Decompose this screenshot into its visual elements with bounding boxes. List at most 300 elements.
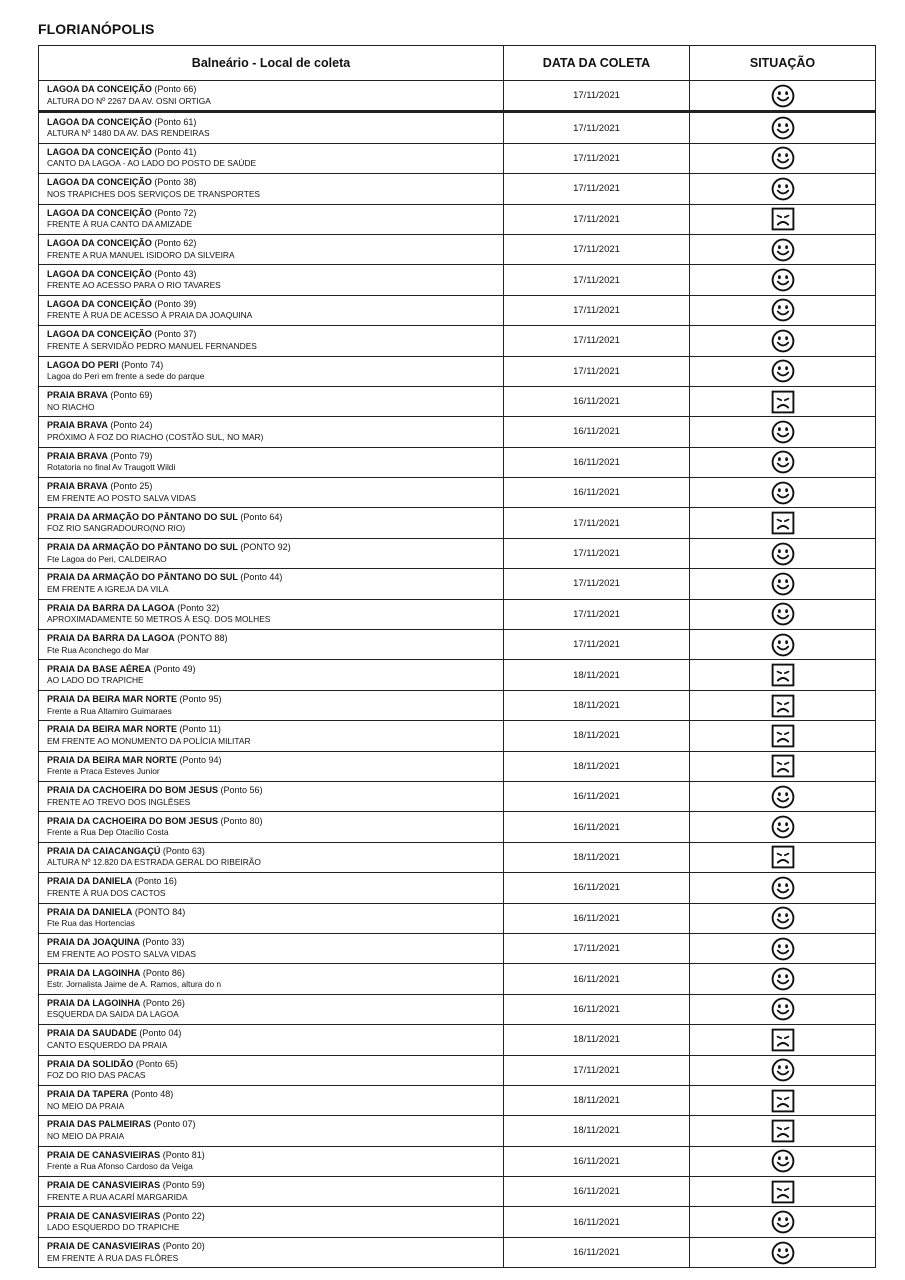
table-row	[39, 842, 876, 872]
location-title	[47, 998, 503, 1010]
point-number: (Ponto 74)	[121, 359, 164, 370]
table-row	[39, 781, 876, 811]
beach-name: PRAIA DA ARMAÇÃO DO PÂNTANO DO SUL	[47, 572, 238, 583]
collection-date: 17/11/2021	[504, 234, 690, 264]
location-cell	[39, 295, 504, 325]
location-description: FRENTE À RUA CANTO DA AMIZADE	[47, 219, 193, 230]
point-number: (Ponto 95)	[179, 694, 222, 704]
location-cell	[39, 81, 504, 112]
beach-name: PRAIA DA SAUDADE	[47, 1028, 137, 1039]
location-description: Frente a Rua Altamiro Guimaraes	[47, 705, 172, 716]
status-cell	[690, 204, 876, 234]
location-description: NO MEIO DA PRAIA	[47, 1100, 125, 1111]
table-row	[39, 660, 876, 690]
status-cell	[690, 1085, 876, 1115]
location-title	[47, 572, 503, 584]
location-description: FRENTE A RUA ACARÍ MARGARIDA	[47, 1191, 188, 1202]
collection-date: 17/11/2021	[504, 599, 690, 629]
status-cell	[690, 265, 876, 295]
location-title	[47, 1059, 503, 1071]
happy-face-icon	[690, 876, 875, 900]
happy-face-icon	[690, 1058, 875, 1082]
status-cell	[690, 538, 876, 568]
location-cell	[39, 234, 504, 264]
location-description: FRENTE A RUA MANUEL ISIDORO DA SILVEIRA	[47, 249, 235, 260]
happy-face-icon	[690, 420, 875, 444]
location-title	[47, 603, 503, 615]
location-title	[47, 694, 503, 706]
collection-date: 17/11/2021	[504, 1055, 690, 1085]
beach-name: PRAIA BRAVA	[47, 420, 108, 431]
table-row	[39, 630, 876, 660]
sad-face-icon	[690, 390, 875, 414]
location-cell	[39, 1025, 504, 1055]
sad-face-icon	[690, 845, 875, 869]
happy-face-icon	[690, 967, 875, 991]
results-table-wrapper	[38, 45, 875, 1268]
location-description: CANTO ESQUERDO DA PRAIA	[47, 1039, 168, 1050]
location-cell	[39, 112, 504, 143]
status-cell	[690, 508, 876, 538]
location-description: Frente a Praca Esteves Junior	[47, 766, 160, 777]
status-cell	[690, 1116, 876, 1146]
header-status: SITUAÇÃO	[690, 46, 876, 81]
location-cell	[39, 1146, 504, 1176]
happy-face-icon	[690, 1149, 875, 1173]
location-description: FRENTE À SERVIDÃO PEDRO MANUEL FERNANDES	[47, 340, 257, 351]
beach-name: PRAIA DAS PALMEIRAS	[47, 1119, 152, 1130]
location-description: EM FRENTE AO MONUMENTO DA POLÍCIA MILITAR	[47, 735, 251, 746]
table-row	[39, 812, 876, 842]
location-title	[47, 542, 503, 554]
table-row	[39, 721, 876, 751]
beach-name: LAGOA DA CONCEIÇÃO	[47, 329, 152, 340]
point-number: (Ponto 33)	[142, 937, 185, 948]
location-description: CANTO DA LAGOA - AO LADO DO POSTO DE SAÚDE	[47, 158, 257, 169]
location-description: PRÓXIMO À FOZ DO RIACHO (COSTÃO SUL, NO MAR)	[47, 431, 264, 442]
status-cell	[690, 964, 876, 994]
location-title	[47, 481, 503, 493]
happy-face-icon	[690, 785, 875, 809]
beach-name: LAGOA DA CONCEIÇÃO	[47, 268, 152, 279]
beach-name: PRAIA DA SOLIDÃO	[47, 1058, 134, 1069]
location-cell	[39, 356, 504, 386]
point-number: (Ponto 65)	[135, 1058, 178, 1069]
happy-face-icon	[690, 572, 875, 596]
beach-name: PRAIA DA CACHOEIRA DO BOM JESUS	[47, 815, 219, 826]
happy-face-icon	[690, 997, 875, 1021]
location-title	[47, 1211, 503, 1223]
location-description: FRENTE À RUA DOS CACTOS	[47, 887, 166, 898]
table-row	[39, 386, 876, 416]
status-cell	[690, 569, 876, 599]
location-description: FOZ DO RIO DAS PACAS	[47, 1070, 146, 1081]
happy-face-icon	[690, 906, 875, 930]
location-description: Fte Rua Aconchego do Mar	[47, 644, 149, 655]
location-description: EM FRENTE A IGREJA DA VILA	[47, 583, 169, 594]
collection-date: 16/11/2021	[504, 447, 690, 477]
status-cell	[690, 1177, 876, 1207]
location-cell	[39, 1116, 504, 1146]
location-title	[47, 968, 503, 980]
collection-date: 17/11/2021	[504, 112, 690, 143]
location-title	[47, 299, 503, 311]
point-number: (Ponto 38)	[154, 177, 197, 188]
location-title	[47, 1150, 503, 1162]
location-description: APROXIMADAMENTE 50 METROS À ESQ. DOS MOLHES	[47, 614, 271, 625]
happy-face-icon	[690, 177, 875, 201]
beach-name: LAGOA DA CONCEIÇÃO	[47, 146, 152, 157]
collection-date: 16/11/2021	[504, 1177, 690, 1207]
location-title	[47, 177, 503, 189]
collection-date: 16/11/2021	[504, 417, 690, 447]
point-number: (Ponto 72)	[154, 207, 197, 218]
beach-name: LAGOA DA CONCEIÇÃO	[47, 238, 152, 249]
collection-date: 17/11/2021	[504, 933, 690, 963]
location-cell	[39, 690, 504, 720]
happy-face-icon	[690, 1210, 875, 1234]
point-number: (Ponto 94)	[179, 754, 222, 765]
beach-name: PRAIA DE CANASVIEIRAS	[47, 1149, 161, 1160]
city-title: FLORIANÓPOLIS	[38, 21, 155, 37]
table-row	[39, 112, 876, 143]
status-cell	[690, 112, 876, 143]
status-cell	[690, 599, 876, 629]
location-title	[47, 785, 503, 797]
status-cell	[690, 295, 876, 325]
beach-name: PRAIA BRAVA	[47, 450, 108, 461]
happy-face-icon	[690, 298, 875, 322]
location-title	[47, 724, 503, 736]
beach-name: LAGOA DO PERI	[47, 359, 119, 370]
location-description: EM FRENTE À RUA DAS FLÔRES	[47, 1252, 179, 1263]
location-description: NO MEIO DA PRAIA	[47, 1130, 125, 1141]
beach-name: PRAIA DA DANIELA	[47, 876, 133, 887]
happy-face-icon	[690, 238, 875, 262]
table-row	[39, 933, 876, 963]
location-title	[47, 876, 503, 888]
location-cell	[39, 751, 504, 781]
status-cell	[690, 234, 876, 264]
point-number: (Ponto 63)	[162, 845, 205, 856]
location-description: FRENTE À RUA DE ACESSO À PRAIA DA JOAQUINA	[47, 310, 253, 321]
sad-face-icon	[690, 724, 875, 748]
location-cell	[39, 994, 504, 1024]
table-row	[39, 81, 876, 112]
beach-name: PRAIA DA ARMAÇÃO DO PÂNTANO DO SUL	[47, 511, 238, 522]
location-description: FRENTE AO TREVO DOS INGLÊSES	[47, 796, 191, 807]
status-cell	[690, 81, 876, 112]
happy-face-icon	[690, 937, 875, 961]
location-cell	[39, 447, 504, 477]
location-cell	[39, 1207, 504, 1237]
beach-name: PRAIA DA BARRA DA LAGOA	[47, 633, 175, 644]
status-cell	[690, 903, 876, 933]
sad-face-icon	[690, 754, 875, 778]
header-date: DATA DA COLETA	[504, 46, 690, 81]
beach-name: LAGOA DA CONCEIÇÃO	[47, 84, 152, 95]
location-cell	[39, 569, 504, 599]
collection-date: 17/11/2021	[504, 569, 690, 599]
beach-name: PRAIA DA CACHOEIRA DO BOM JESUS	[47, 785, 219, 796]
sad-face-icon	[690, 1119, 875, 1143]
table-row	[39, 295, 876, 325]
happy-face-icon	[690, 146, 875, 170]
location-cell	[39, 1085, 504, 1115]
point-number: (Ponto 41)	[154, 146, 197, 157]
happy-face-icon	[690, 542, 875, 566]
status-cell	[690, 1207, 876, 1237]
point-number: (Ponto 59)	[162, 1180, 205, 1191]
location-title	[47, 846, 503, 858]
location-cell	[39, 417, 504, 447]
status-cell	[690, 1146, 876, 1176]
beach-name: LAGOA DA CONCEIÇÃO	[47, 177, 152, 188]
sad-face-icon	[690, 1028, 875, 1052]
location-cell	[39, 873, 504, 903]
location-cell	[39, 1177, 504, 1207]
location-cell	[39, 174, 504, 204]
location-cell	[39, 599, 504, 629]
status-cell	[690, 842, 876, 872]
location-title	[47, 1119, 503, 1131]
collection-date: 17/11/2021	[504, 630, 690, 660]
point-number: (Ponto 69)	[110, 390, 153, 401]
status-cell	[690, 721, 876, 751]
location-description: Estr. Jornalista Jaime de A. Ramos, altura do n	[47, 979, 222, 990]
status-cell	[690, 356, 876, 386]
beach-name: PRAIA DA BASE AÉREA	[47, 663, 152, 674]
collection-date: 16/11/2021	[504, 812, 690, 842]
location-description: ALTURA Nº 1480 DA AV. DAS RENDEIRAS	[47, 128, 210, 139]
beach-name: PRAIA DA DANIELA	[47, 906, 133, 917]
beach-name: LAGOA DA CONCEIÇÃO	[47, 207, 152, 218]
table-row	[39, 964, 876, 994]
location-description: ALTURA DO Nº 2267 DA AV. OSNI ORTIGA	[47, 95, 211, 106]
point-number: (Ponto 80)	[220, 815, 263, 826]
location-description: NOS TRAPICHES DOS SERVIÇOS DE TRANSPORTES	[47, 188, 260, 199]
status-cell	[690, 478, 876, 508]
status-cell	[690, 690, 876, 720]
location-title	[47, 451, 503, 463]
table-row	[39, 751, 876, 781]
location-cell	[39, 1055, 504, 1085]
beach-name: LAGOA DA CONCEIÇÃO	[47, 298, 152, 309]
location-description: ALTURA Nº 12.820 DA ESTRADA GERAL DO RIBEIRÃO	[47, 857, 261, 868]
point-number: (Ponto 24)	[110, 420, 153, 431]
beach-name: PRAIA DA LAGOINHA	[47, 997, 141, 1008]
location-title	[47, 117, 503, 129]
beach-name: PRAIA DA BARRA DA LAGOA	[47, 602, 175, 613]
collection-date: 17/11/2021	[504, 295, 690, 325]
location-cell	[39, 204, 504, 234]
beach-name: PRAIA BRAVA	[47, 481, 108, 492]
table-body	[39, 81, 876, 1268]
status-cell	[690, 1237, 876, 1267]
happy-face-icon	[690, 633, 875, 657]
happy-face-icon	[690, 116, 875, 140]
location-cell	[39, 903, 504, 933]
table-row	[39, 174, 876, 204]
location-title	[47, 755, 503, 767]
point-number: (Ponto 86)	[142, 967, 185, 978]
location-description: Frente a Rua Afonso Cardoso da Veiga	[47, 1161, 193, 1172]
location-title	[47, 390, 503, 402]
location-title	[47, 633, 503, 645]
point-number: (Ponto 32)	[177, 602, 220, 613]
location-title	[47, 329, 503, 341]
table-row	[39, 1085, 876, 1115]
table-row	[39, 508, 876, 538]
table-row	[39, 234, 876, 264]
collection-date: 17/11/2021	[504, 356, 690, 386]
location-title	[47, 147, 503, 159]
point-number: (PONTO 84)	[134, 906, 186, 917]
table-row	[39, 599, 876, 629]
point-number: (Ponto 26)	[142, 997, 185, 1008]
beach-name: PRAIA DA BEIRA MAR NORTE	[47, 724, 177, 735]
point-number: (PONTO 88)	[177, 633, 228, 644]
location-description: Fte Lagoa do Peri, CALDEIRAO	[47, 553, 167, 564]
point-number: (Ponto 62)	[154, 238, 197, 249]
location-title	[47, 360, 503, 372]
happy-face-icon	[690, 815, 875, 839]
collection-date: 18/11/2021	[504, 690, 690, 720]
status-cell	[690, 933, 876, 963]
location-title	[47, 512, 503, 524]
collection-date: 17/11/2021	[504, 174, 690, 204]
collection-date: 16/11/2021	[504, 478, 690, 508]
status-cell	[690, 447, 876, 477]
beach-name: PRAIA BRAVA	[47, 390, 108, 401]
beach-name: PRAIA DA ARMAÇÃO DO PÂNTANO DO SUL	[47, 542, 238, 553]
location-title	[47, 269, 503, 281]
location-title	[47, 816, 503, 828]
happy-face-icon	[690, 602, 875, 626]
status-cell	[690, 781, 876, 811]
status-cell	[690, 630, 876, 660]
status-cell	[690, 994, 876, 1024]
collection-date: 18/11/2021	[504, 842, 690, 872]
status-cell	[690, 812, 876, 842]
point-number: (Ponto 43)	[154, 268, 197, 279]
location-description: FRENTE AO ACESSO PARA O RIO TAVARES	[47, 280, 221, 291]
point-number: (Ponto 22)	[162, 1210, 205, 1221]
sad-face-icon	[690, 1180, 875, 1204]
table-row	[39, 690, 876, 720]
status-cell	[690, 873, 876, 903]
location-description: Frente a Rua Dep Otacílio Costa	[47, 827, 169, 838]
point-number: (Ponto 44)	[240, 572, 283, 583]
status-cell	[690, 174, 876, 204]
collection-date: 16/11/2021	[504, 964, 690, 994]
happy-face-icon	[690, 329, 875, 353]
collection-date: 17/11/2021	[504, 143, 690, 173]
location-cell	[39, 326, 504, 356]
location-description: Lagoa do Peri em frente a sede do parque	[47, 371, 205, 382]
happy-face-icon	[690, 359, 875, 383]
location-title	[47, 1028, 503, 1040]
location-description: AO LADO DO TRAPICHE	[47, 675, 144, 686]
point-number: (Ponto 64)	[240, 511, 283, 522]
collection-date: 17/11/2021	[504, 204, 690, 234]
table-row	[39, 1177, 876, 1207]
point-number: (Ponto 37)	[154, 329, 197, 340]
beach-name: PRAIA DE CANASVIEIRAS	[47, 1180, 161, 1191]
sad-face-icon	[690, 694, 875, 718]
table-header-row	[39, 46, 876, 81]
location-cell	[39, 265, 504, 295]
location-description: LADO ESQUERDO DO TRAPICHE	[47, 1222, 180, 1233]
location-title	[47, 1180, 503, 1192]
location-title	[47, 420, 503, 432]
location-title	[47, 664, 503, 676]
table-row	[39, 204, 876, 234]
table-row	[39, 356, 876, 386]
table-row	[39, 903, 876, 933]
status-cell	[690, 143, 876, 173]
point-number: (Ponto 04)	[139, 1028, 182, 1039]
beach-name: PRAIA DA JOAQUINA	[47, 937, 140, 948]
table-row	[39, 478, 876, 508]
location-title	[47, 937, 503, 949]
beach-name: PRAIA DA BEIRA MAR NORTE	[47, 754, 177, 765]
location-description: Fte Rua das Hortencias	[47, 918, 135, 929]
location-cell	[39, 781, 504, 811]
table-row	[39, 417, 876, 447]
status-cell	[690, 386, 876, 416]
collection-date: 18/11/2021	[504, 721, 690, 751]
collection-date: 16/11/2021	[504, 994, 690, 1024]
beach-name: PRAIA DE CANASVIEIRAS	[47, 1210, 161, 1221]
table-row	[39, 326, 876, 356]
location-description: EM FRENTE AO POSTO SALVA VIDAS	[47, 492, 196, 503]
collection-date: 18/11/2021	[504, 1116, 690, 1146]
location-cell	[39, 1237, 504, 1267]
table-row	[39, 265, 876, 295]
point-number: (Ponto 79)	[110, 450, 153, 461]
table-row	[39, 143, 876, 173]
beach-name: PRAIA DA TAPERA	[47, 1089, 129, 1100]
location-cell	[39, 842, 504, 872]
status-cell	[690, 751, 876, 781]
point-number: (Ponto 56)	[220, 785, 263, 796]
collection-date: 18/11/2021	[504, 660, 690, 690]
beach-name: LAGOA DA CONCEIÇÃO	[47, 116, 152, 127]
collection-date: 16/11/2021	[504, 386, 690, 416]
table-row	[39, 994, 876, 1024]
location-cell	[39, 478, 504, 508]
happy-face-icon	[690, 84, 875, 108]
location-cell	[39, 933, 504, 963]
status-cell	[690, 1055, 876, 1085]
point-number: (Ponto 11)	[179, 724, 221, 735]
point-number: (Ponto 39)	[154, 298, 197, 309]
collection-date: 16/11/2021	[504, 873, 690, 903]
point-number: (Ponto 81)	[162, 1149, 205, 1160]
header-location: Balneário - Local de coleta	[39, 46, 504, 81]
table-row	[39, 1116, 876, 1146]
collection-date: 17/11/2021	[504, 538, 690, 568]
happy-face-icon	[690, 268, 875, 292]
sad-face-icon	[690, 1089, 875, 1113]
status-cell	[690, 660, 876, 690]
table-row	[39, 1055, 876, 1085]
location-description: FOZ RIO SANGRADOURO(NO RIO)	[47, 523, 186, 534]
sad-face-icon	[690, 207, 875, 231]
point-number: (Ponto 25)	[110, 481, 153, 492]
location-title	[47, 208, 503, 220]
